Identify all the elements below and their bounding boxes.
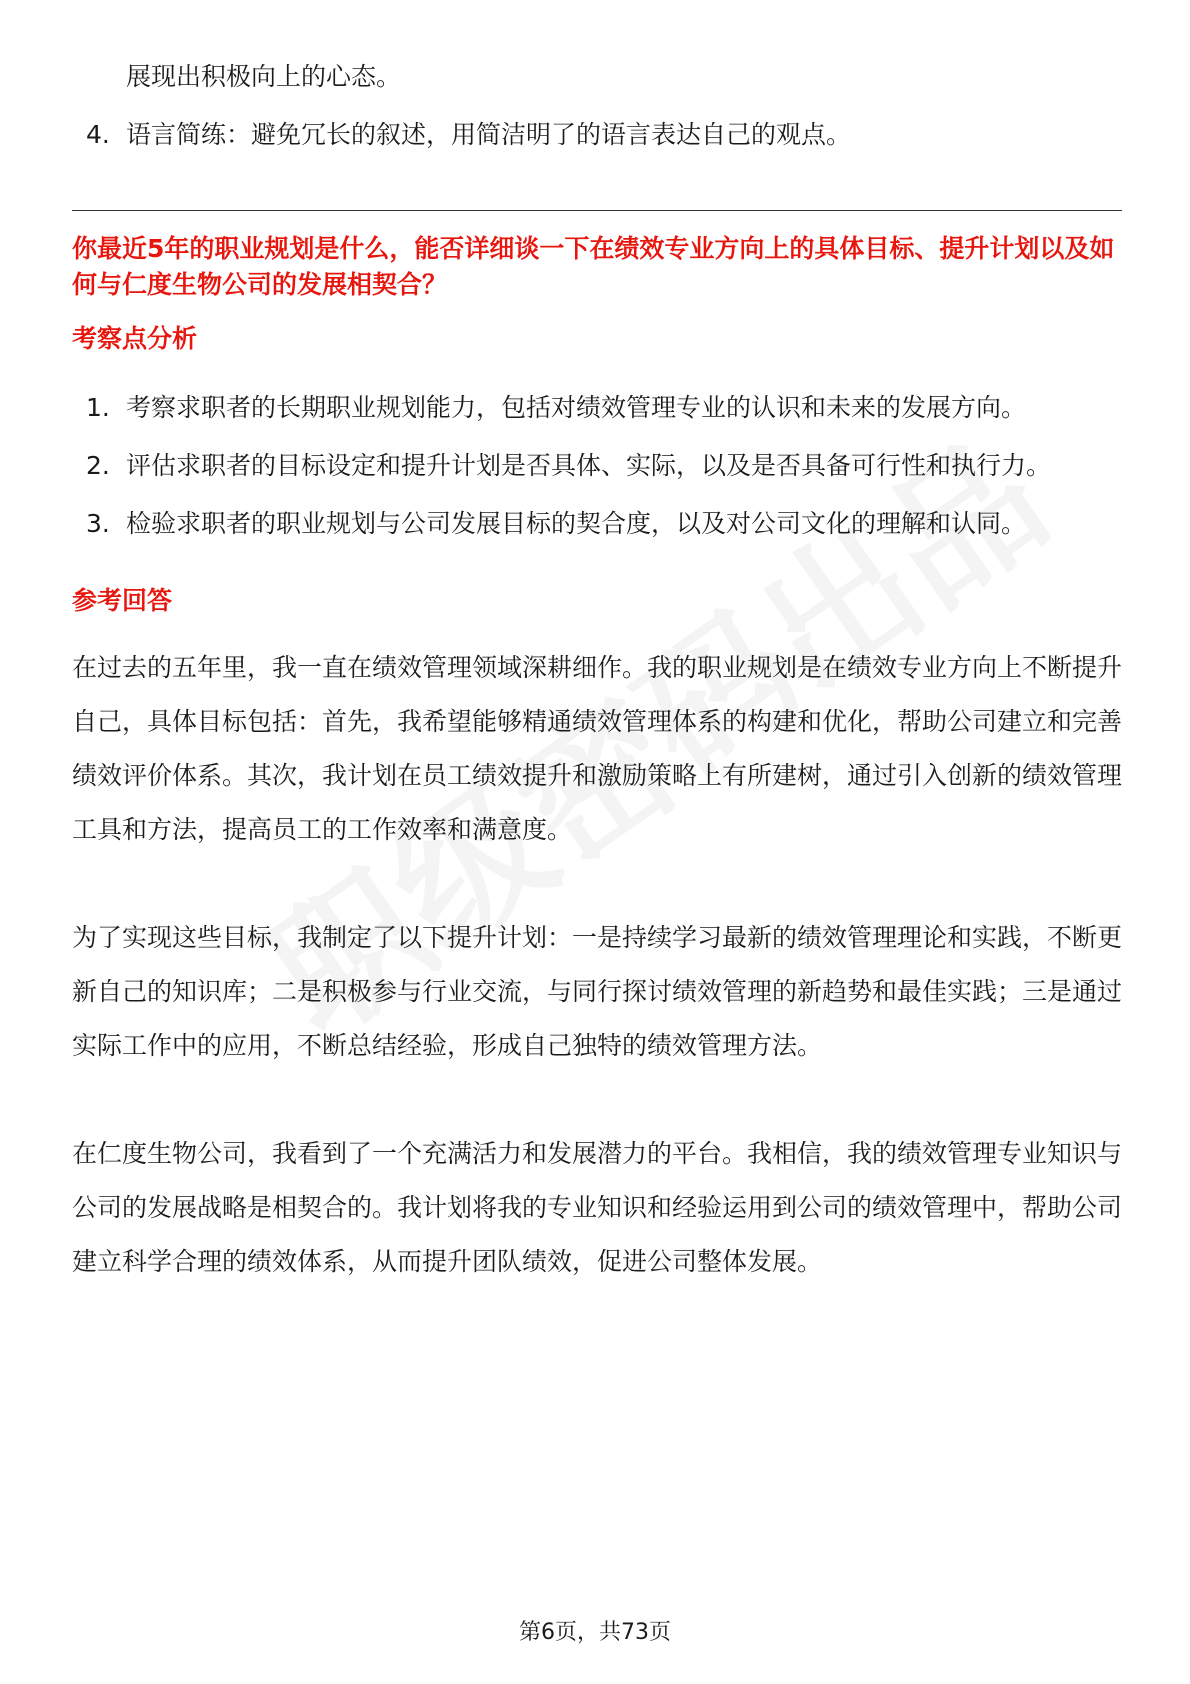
list-number: 4. <box>86 120 110 149</box>
list-item-4 <box>72 106 1122 164</box>
analysis-item-3 <box>72 495 1122 553</box>
list-item-text: 考察求职者的长期职业规划能力，包括对绩效管理专业的认识和未来的发展方向。 <box>126 393 1027 422</box>
list-item-continuation: 展现出积极向上的心态。 <box>126 62 402 91</box>
list-number: 3. <box>86 509 110 538</box>
list-item-text: 检验求职者的职业规划与公司发展目标的契合度，以及对公司文化的理解和认同。 <box>126 509 1027 538</box>
list-item-text: 语言简练：避免冗长的叙述，用简洁明了的语言表达自己的观点。 <box>126 120 852 149</box>
analysis-list <box>72 379 1122 553</box>
analysis-item-1 <box>72 379 1122 437</box>
question-heading: 你最近5年的职业规划是什么，能否详细谈一下在绩效专业方向上的具体目标、提升计划以及如何与仁度生物公司的发展相契合？ <box>72 234 1115 299</box>
list-number: 2. <box>86 451 110 480</box>
list-item-text: 评估求职者的目标设定和提升计划是否具体、实际，以及是否具备可行性和执行力。 <box>126 451 1052 480</box>
answer-paragraph-2: 为了实现这些目标，我制定了以下提升计划：一是持续学习最新的绩效管理理论和实践，不断更新自己的知识库；二是积极参与行业交流，与同行探讨绩效管理的新趋势和最佳实践；三是通过实际工作中的应用，不断总结经验，形成自己独特的绩效管理方法。 <box>72 923 1123 1060</box>
list-number: 1. <box>86 393 110 422</box>
answer-title: 参考回答 <box>72 586 173 615</box>
page-footer: 第6页，共73页 <box>519 1620 671 1645</box>
page-content <box>72 48 1122 1289</box>
divider <box>72 210 1122 211</box>
answer-paragraph-3: 在仁度生物公司，我看到了一个充满活力和发展潜力的平台。我相信，我的绩效管理专业知识与公司的发展战略是相契合的。我计划将我的专业知识和经验运用到公司的绩效管理中，帮助公司建立科学合理的绩效体系，从而提升团队绩效，促进公司整体发展。 <box>72 1139 1123 1276</box>
analysis-item-2 <box>72 437 1122 495</box>
answer-paragraph-1: 在过去的五年里，我一直在绩效管理领域深耕细作。我的职业规划是在绩效专业方向上不断提升自己，具体目标包括：首先，我希望能够精通绩效管理体系的构建和优化，帮助公司建立和完善绩效评价体系。其次，我计划在员工绩效提升和激励策略上有所建树，通过引入创新的绩效管理工具和方法，提高员工的工作效率和满意度。 <box>72 653 1123 844</box>
analysis-title: 考察点分析 <box>72 324 198 353</box>
